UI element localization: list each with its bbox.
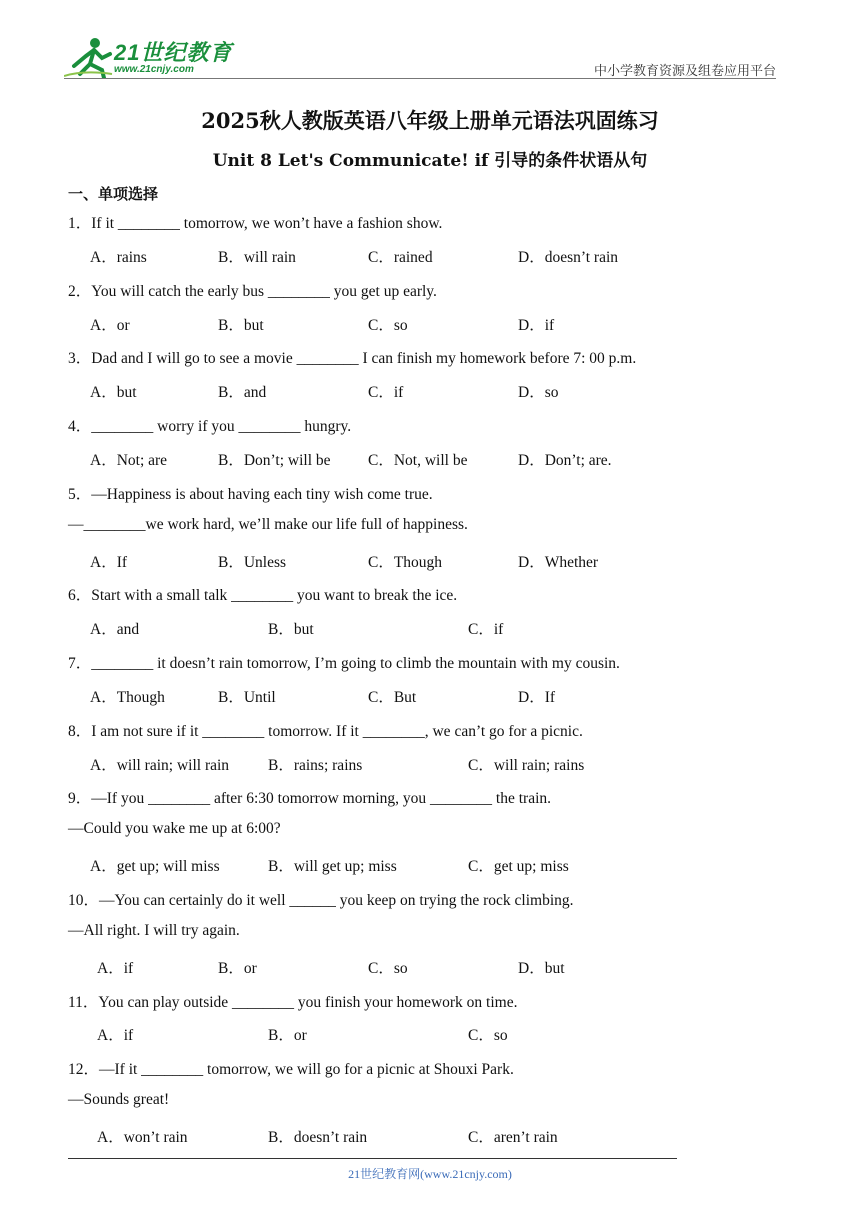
answer-option[interactable]: C．if xyxy=(468,621,504,639)
answer-option[interactable]: A．won’t rain xyxy=(97,1128,188,1146)
answer-option[interactable]: D．so xyxy=(518,384,559,402)
answer-option[interactable]: C．so xyxy=(368,316,408,334)
answer-option[interactable]: D．doesn’t rain xyxy=(518,248,619,266)
answer-option[interactable]: B．but xyxy=(218,316,264,334)
page-subtitle: Unit 8 Let's Communicate! if 引导的条件状语从句 xyxy=(212,151,648,171)
footer-text: 21世纪教育网(www.21cnjy.com) xyxy=(348,1167,512,1181)
answer-option[interactable]: C．aren’t rain xyxy=(468,1128,558,1146)
answer-option[interactable]: A．If xyxy=(90,553,128,571)
question-stem: 11．You can play outside ________ you finish your homework on time. xyxy=(68,993,518,1011)
logo-text: 21世纪教育 xyxy=(114,40,233,65)
answer-option[interactable]: B．or xyxy=(268,1027,307,1045)
question-stem: 2．You will catch the early bus ________ you get up early. xyxy=(68,282,437,300)
answer-option[interactable]: B．Don’t; will be xyxy=(218,451,331,469)
header-platform-text: 中小学教育资源及组卷应用平台 xyxy=(593,64,776,79)
answer-option[interactable]: B．will get up; miss xyxy=(268,858,397,876)
answer-option[interactable]: B．will rain xyxy=(218,248,296,266)
question-stem: 1．If it ________ tomorrow, we won’t have a fashion show. xyxy=(68,215,443,232)
answer-option[interactable]: C．so xyxy=(468,1027,508,1045)
answer-option[interactable]: C．if xyxy=(368,384,404,402)
answer-option[interactable]: C．rained xyxy=(368,248,433,266)
answer-option[interactable]: C．get up; miss xyxy=(468,858,569,876)
page-title: 2025秋人教版英语八年级上册单元语法巩固练习 xyxy=(201,108,659,133)
answer-option[interactable]: C．Not, will be xyxy=(368,451,468,469)
answer-option[interactable]: C．But xyxy=(368,688,417,706)
answer-option[interactable]: B．Unless xyxy=(218,553,287,571)
question-stem: 9．—If you ________ after 6:30 tomorrow morning, you ________ the train. xyxy=(68,790,552,808)
answer-option[interactable]: D．If xyxy=(518,688,556,706)
answer-option[interactable]: D．Whether xyxy=(518,553,599,571)
answer-option[interactable]: A．and xyxy=(90,621,140,639)
answer-option[interactable]: B．rains; rains xyxy=(268,756,363,774)
answer-option[interactable]: A．or xyxy=(90,316,130,334)
answer-option[interactable]: A．get up; will miss xyxy=(90,858,220,876)
answer-option[interactable]: C．Though xyxy=(368,553,443,571)
answer-option[interactable]: B．Until xyxy=(218,688,276,706)
question-stem: 8．I am not sure if it ________ tomorrow. If it ________, we can’t go for a picnic. xyxy=(68,722,583,740)
answer-option[interactable]: C．will rain; rains xyxy=(468,756,585,774)
answer-option[interactable]: D．if xyxy=(518,316,555,334)
question-stem: 6．Start with a small talk ________ you want to break the ice. xyxy=(68,587,458,605)
answer-option[interactable]: B．doesn’t rain xyxy=(268,1128,368,1146)
answer-option[interactable]: A．but xyxy=(90,384,137,402)
question-stem: 3．Dad and I will go to see a movie ________ I can finish my homework before 7: 00 p.m. xyxy=(68,350,637,368)
question-stem: 5．—Happiness is about having each tiny wish come true. xyxy=(68,485,433,503)
answer-option[interactable]: D．Don’t; are. xyxy=(518,451,612,469)
answer-option[interactable]: A．if xyxy=(97,959,134,977)
header-divider xyxy=(64,78,776,79)
answer-option[interactable]: D．but xyxy=(518,959,565,977)
answer-option[interactable]: A．will rain; will rain xyxy=(90,756,230,774)
answer-option[interactable]: B．but xyxy=(268,621,314,639)
question-stem: 10．—You can certainly do it well ______ you keep on trying the rock climbing. xyxy=(68,892,574,909)
question-dialogue-line: —________we work hard, we’ll make our life full of happiness. xyxy=(68,515,468,533)
question-dialogue-line: —Could you wake me up at 6:00? xyxy=(68,820,281,838)
question-dialogue-line: —All right. I will try again. xyxy=(68,921,240,939)
answer-option[interactable]: C．so xyxy=(368,959,408,977)
footer-divider xyxy=(68,1158,677,1159)
answer-option[interactable]: B．or xyxy=(218,959,257,977)
answer-option[interactable]: B．and xyxy=(218,384,267,402)
answer-option[interactable]: A．Though xyxy=(90,688,165,706)
section-heading: 一、单项选择 xyxy=(68,185,159,203)
question-stem: 4．________ worry if you ________ hungry. xyxy=(68,418,352,436)
answer-option[interactable]: A．Not; are xyxy=(90,451,168,469)
logo-url: www.21cnjy.com xyxy=(114,64,194,75)
answer-option[interactable]: A．rains xyxy=(90,248,147,266)
answer-option[interactable]: A．if xyxy=(97,1027,134,1045)
question-dialogue-line: —Sounds great! xyxy=(68,1091,170,1109)
question-stem: 12．—If it ________ tomorrow, we will go for a picnic at Shouxi Park. xyxy=(68,1061,514,1079)
question-stem: 7．________ it doesn’t rain tomorrow, I’m going to climb the mountain with my cousin. xyxy=(68,655,620,673)
